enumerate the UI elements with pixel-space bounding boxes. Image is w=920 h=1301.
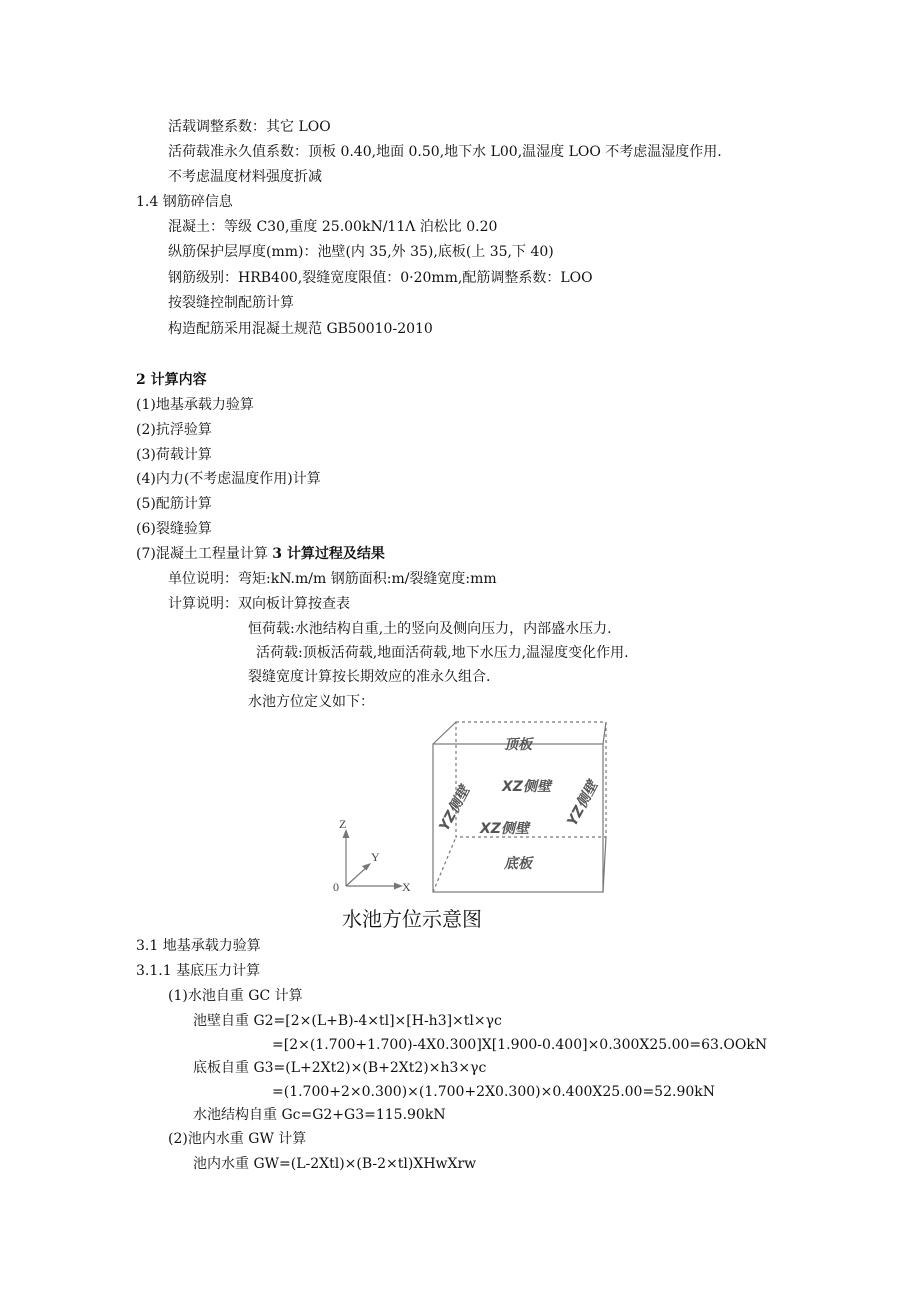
line-gw-heading: (2)池内水重 GW 计算	[168, 1131, 307, 1147]
axis-x-label: X	[402, 880, 411, 894]
line-crack-combo: 裂缝宽度计算按长期效应的准永久组合.	[248, 669, 491, 685]
origin-label: 0	[333, 880, 339, 894]
line-gc-total: 水池结构自重 Gc=G2+G3=115.90kN	[193, 1107, 446, 1123]
section-heading-process: 3 计算过程及结果	[272, 546, 385, 562]
label-xz-wall-back: XZ侧壁	[502, 779, 551, 795]
section-heading-base-pressure: 3.1.1 基底压力计算	[136, 963, 261, 979]
line-g3-value: =(1.700+2×0.300)×(1.700+2X0.300)×0.400X25.00=52.90kN	[272, 1084, 715, 1100]
list-item: (5)配筋计算	[136, 496, 212, 512]
line-steel: 钢筋级别：HRB400,裂缝宽度限值：0·20mm,配筋调整系数：LOO	[168, 270, 593, 286]
list-item: (1)地基承载力验算	[136, 397, 254, 413]
line-g3-formula: 底板自重 G3=(L+2Xt2)×(B+2Xt2)×h3×γc	[193, 1060, 487, 1076]
list-item: (2)抗浮验算	[136, 422, 212, 438]
line-orient-def: 水池方位定义如下：	[248, 694, 374, 710]
section-heading-calc-content: 2 计算内容	[136, 372, 207, 388]
line-calc-note: 计算说明：双向板计算按查表	[168, 596, 350, 612]
list-item-with-heading	[136, 545, 385, 563]
box-edge	[433, 722, 456, 744]
line-crack-control: 按裂缝控制配筋计算	[168, 295, 294, 311]
line-concrete: 混凝土：等级 C30,重度 25.00kN/11Λ 泊松比 0.20	[168, 219, 498, 235]
section-heading-rebar: 1.4 钢筋碎信息	[136, 194, 233, 210]
label-yz-wall-right: YZ侧壁	[564, 778, 602, 829]
pool-orientation-diagram	[330, 716, 630, 896]
line-quasi-permanent: 活荷载准永久值系数：顶板 0.40,地面 0.50,地下水 L00,温湿度 LOO 不考虑温湿度作用.	[168, 144, 722, 160]
line-units: 单位说明：弯矩:kN.m/m 钢筋面积:m/裂缝宽度:mm	[168, 571, 497, 587]
list-item: (4)内力(不考虑温度作用)计算	[136, 471, 321, 487]
label-xz-wall-front: XZ侧壁	[480, 821, 529, 837]
section-heading-bearing: 3.1 地基承载力验算	[136, 938, 261, 954]
axis-y-line	[346, 866, 368, 886]
label-bottom-slab: 底板	[504, 856, 532, 872]
arrow-head-y	[362, 863, 371, 871]
label-yz-wall-left: YZ侧壁	[436, 783, 474, 834]
line-live-load: 活荷载:顶板活荷载,地面活荷载,地下水压力,温湿度变化作用.	[256, 645, 629, 661]
figure-caption: 水池方位示意图	[342, 907, 482, 931]
line-gw-formula: 池内水重 GW=(L-2Xtl)×(B-2×tl)XHwXrw	[193, 1156, 477, 1172]
line-live-adjust: 活载调整系数：其它 LOO	[168, 119, 331, 135]
line-cover: 纵筋保护层厚度(mm)：池壁(内 35,外 35),底板(上 35,下 40)	[168, 244, 554, 260]
list-item: (6)裂缝验算	[136, 521, 212, 537]
line-g2-formula: 池壁自重 G2=[2×(L+B)-4×tl]×[H-h3]×tl×γc	[193, 1013, 502, 1029]
line-g2-value: =[2×(1.700+1.700)-4X0.300]X[1.900-0.400]×0.300X25.00=63.OOkN	[272, 1037, 768, 1053]
line-gc-heading: (1)水池自重 GC 计算	[168, 988, 303, 1004]
list-item: (3)荷载计算	[136, 447, 212, 463]
axis-z-label: Z	[339, 817, 347, 831]
line-no-temp: 不考虑温度材料强度折减	[168, 169, 322, 185]
line-code: 构造配筋采用混凝土规范 GB50010-2010	[168, 321, 433, 337]
axis-y-label: Y	[371, 850, 380, 864]
box-edge	[433, 837, 456, 892]
label-top-slab: 顶板	[504, 737, 532, 753]
line-dead-load: 恒荷载:水池结构自重,土的竖向及侧向压力，内部盛水压力.	[248, 621, 612, 637]
list-item: (7)混凝土工程量计算	[136, 546, 268, 562]
